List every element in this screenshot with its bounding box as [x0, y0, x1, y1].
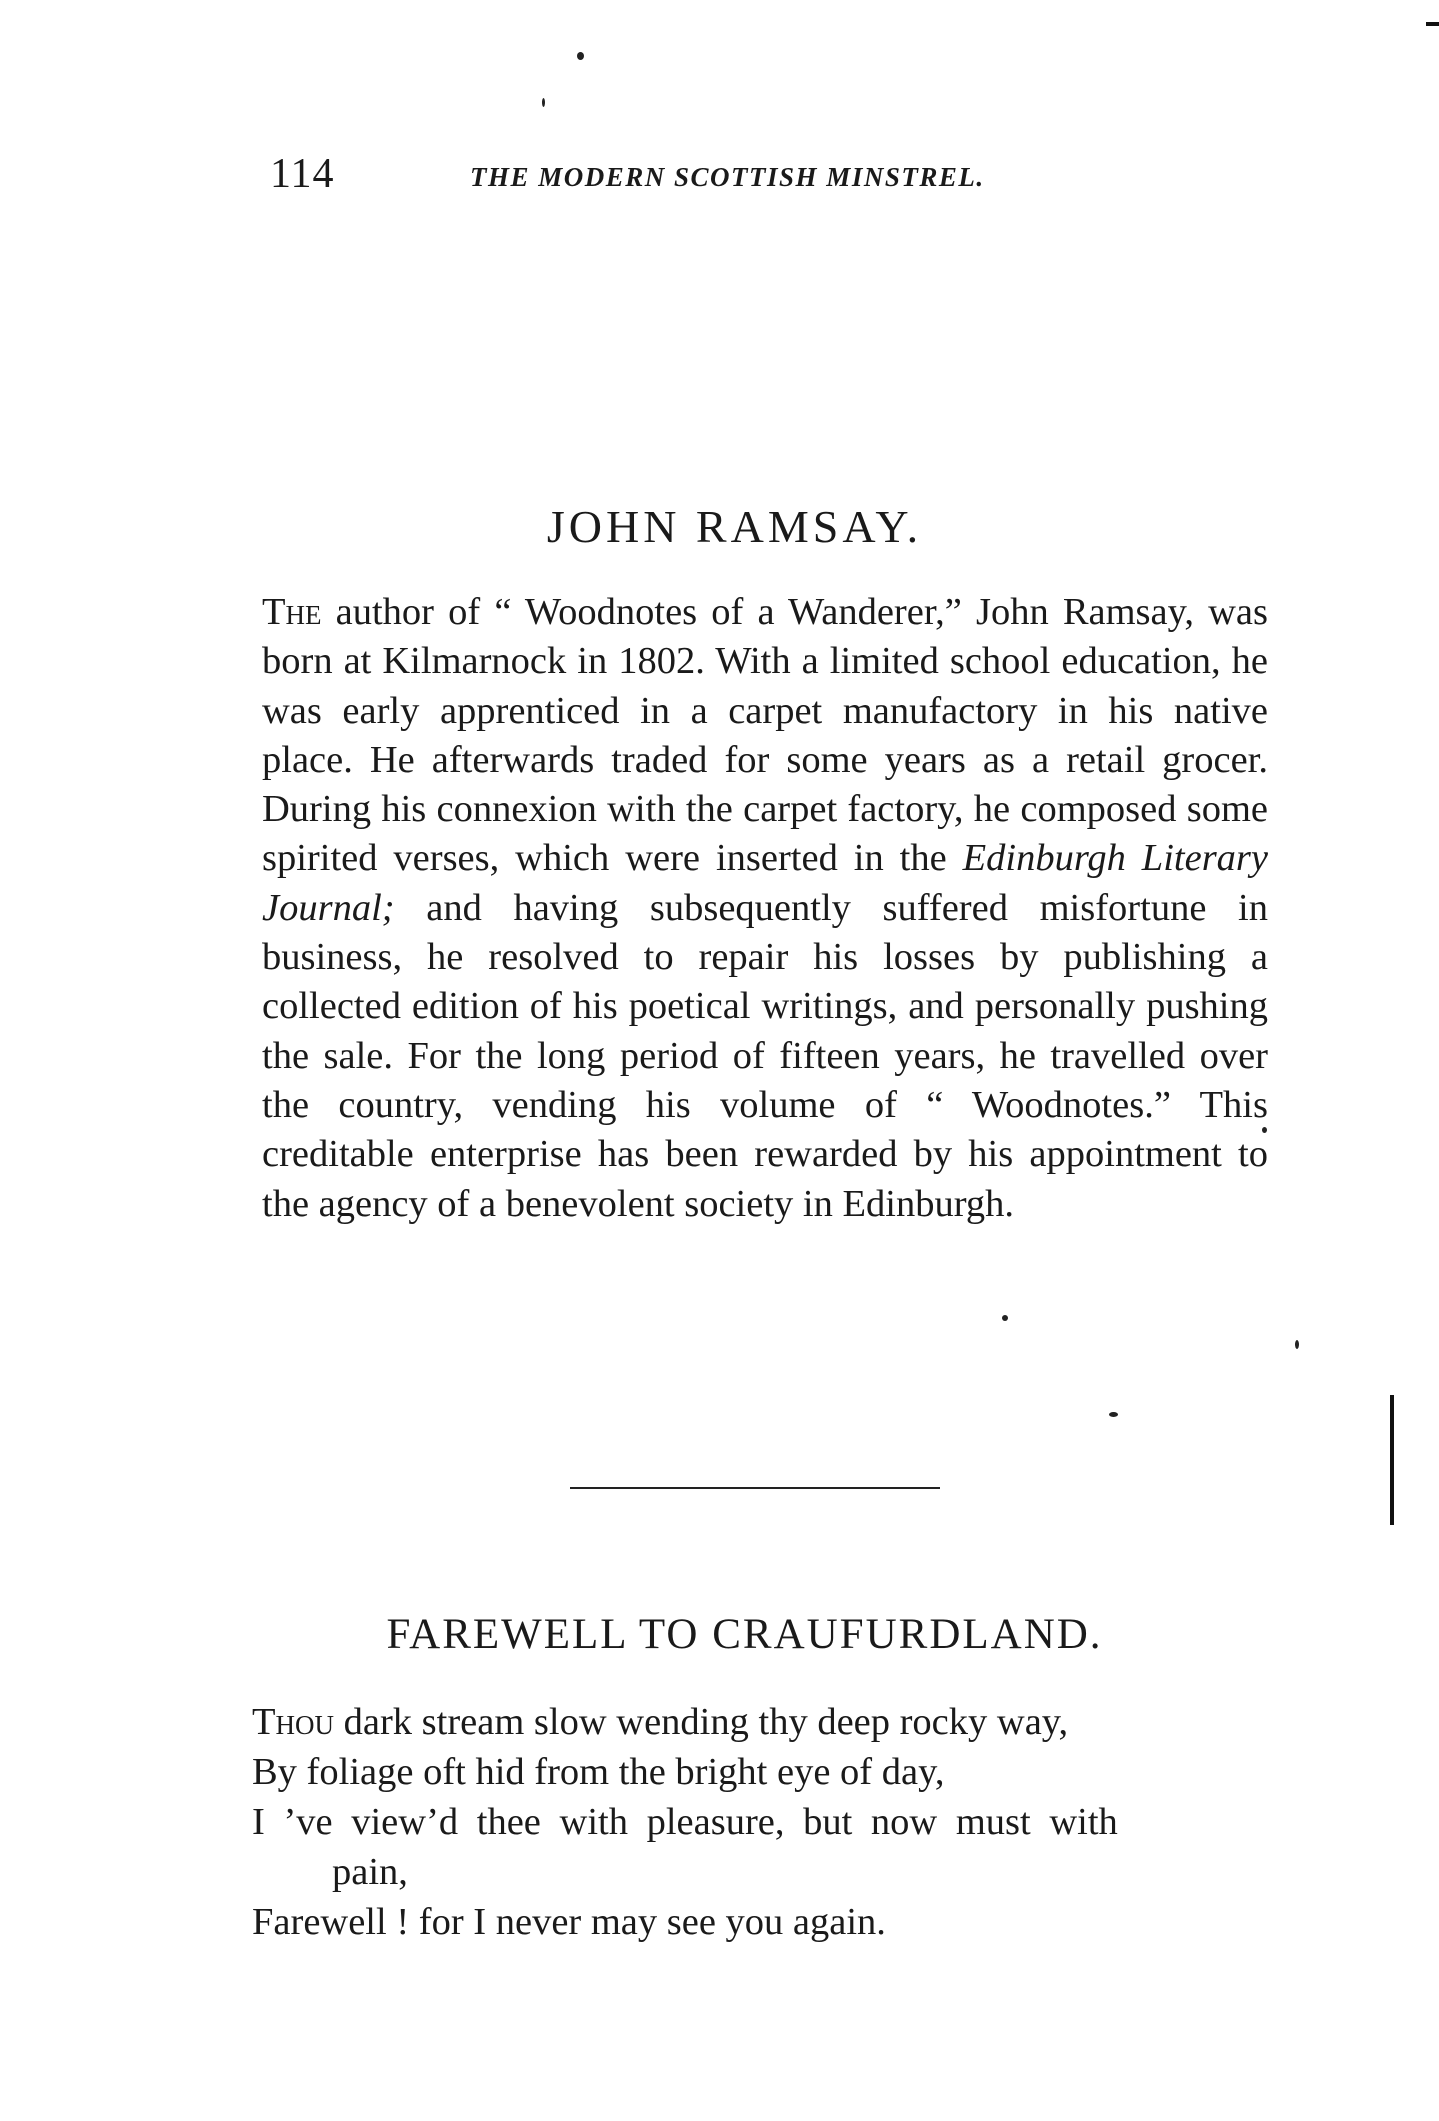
scan-edge-mark — [1390, 1395, 1394, 1525]
section-divider — [570, 1487, 940, 1489]
poem-line-4: Farewell ! for I never may see you again. — [252, 1901, 886, 1943]
poem-line-3 — [252, 1797, 1262, 1847]
scan-speck — [577, 52, 584, 60]
scan-speck — [542, 98, 545, 107]
author-heading: JOHN RAMSAY. — [546, 501, 923, 552]
biography-paragraph — [262, 588, 1268, 1229]
poem-line-3-text: I ’ve view’d thee with pleasure, but now must with — [252, 1801, 1118, 1843]
poem-title: FAREWELL TO CRAUFURDLAND. — [386, 1611, 1103, 1658]
poem-line-1 — [252, 1697, 1262, 1747]
poem-opening-word: Thou — [252, 1701, 335, 1743]
poem-stanza — [252, 1697, 1262, 1947]
scan-speck — [1295, 1340, 1299, 1349]
running-title: THE MODERN SCOTTISH MINSTREL. — [470, 162, 985, 192]
biography-opening-word: The — [262, 591, 322, 633]
journal-title: Edinburgh Literary Journal; — [262, 837, 1269, 929]
poem-line-2: By foliage oft hid from the bright eye of day, — [252, 1751, 945, 1793]
page-number: 114 — [270, 151, 335, 197]
poem-line-3-continuation: pain, — [332, 1851, 408, 1893]
scan-speck — [1262, 1127, 1267, 1133]
scan-edge-mark — [1426, 22, 1439, 26]
scan-speck — [1002, 1315, 1008, 1321]
biography-text-part-2: and having subsequently suffered misfortune in business, he resolved to repair his losses by publishing a collected edition of his poetical writings, and personally pushing the sale. For the long period of fifteen years, he travelled over the country, vending his volume of “ Woodnotes.” This creditable enterprise has been rewarded by his appointment to the agency of a benevolent society in Edinburgh. — [262, 886, 1268, 1225]
biography-text-part-1: author of “ Woodnotes of a Wanderer,” John Ramsay, was born at Kilmarnock in 1802. With a limited school education, he was early apprenticed in a carpet manufactory in his native place. He afterwards traded for some years as a retail grocer. During his connexion with the carpet factory, he composed some spirited verses, which were inserted in the — [262, 591, 1268, 880]
poem-line-1-text: dark stream slow wending thy deep rocky way, — [334, 1701, 1069, 1743]
running-head — [270, 150, 1100, 210]
scan-speck — [1109, 1412, 1118, 1417]
